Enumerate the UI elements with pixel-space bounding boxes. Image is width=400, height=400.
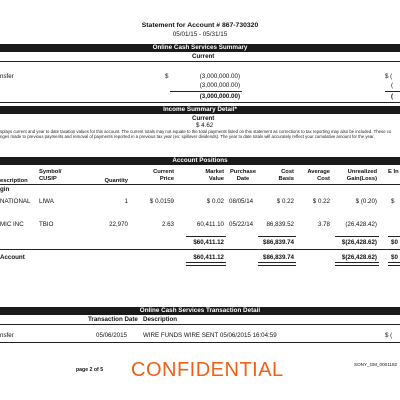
positions-total-cost: $86,839.74 (263, 254, 294, 261)
col-quantity: Quantity (104, 178, 128, 184)
position-description: NATIONAL (0, 198, 31, 205)
divider (170, 91, 242, 92)
col-average-cost: Average Cost (307, 169, 330, 182)
divider (0, 249, 400, 250)
col-price: Current Price (153, 169, 174, 182)
position-quantity: 1 (124, 198, 128, 205)
double-underline (186, 262, 226, 266)
position-market-value: 60,411.10 (196, 221, 224, 228)
transaction-description: WIRE FUNDS WIRE SENT 05/06/2015 16:04:59 (143, 332, 277, 339)
position-quantity: 22,970 (109, 221, 128, 228)
divider (335, 236, 379, 237)
positions-subtotal-extra: $0 (391, 239, 398, 246)
divider (0, 342, 400, 343)
position-cost-basis: 86,839.52 (266, 221, 294, 228)
positions-subtotal-gain: $(26,428.62) (341, 239, 377, 246)
double-underline (258, 262, 296, 266)
position-average-cost: 3.78 (317, 221, 330, 228)
cash-summary-right-total: ( (391, 93, 394, 100)
bates-number: SONY_GM_0001182 (354, 362, 398, 367)
divider (258, 236, 296, 237)
divider (0, 61, 400, 62)
positions-bar: Account Positions (0, 157, 400, 165)
col-description: escription (0, 178, 28, 184)
position-price: $ 0.0159 (149, 198, 174, 205)
positions-total-label: Account (0, 254, 25, 261)
position-market-value: $ 0.02 (206, 198, 224, 205)
position-group-label: gin (0, 186, 10, 193)
position-symbol: TBIO (39, 221, 54, 228)
divider (0, 102, 400, 103)
confidential-stamp: CONFIDENTIAL (131, 359, 284, 381)
cash-summary-right-value: ( (391, 82, 394, 89)
col-cost-basis: Cost Basis (278, 169, 294, 182)
positions-subtotal-cost: $86,839.74 (263, 239, 294, 246)
cash-summary-bar: Online Cash Services Summary (0, 44, 400, 52)
divider (385, 91, 400, 92)
page-number: page 2 of 5 (76, 367, 104, 373)
col-unrealized-gain: Unrealized Gain(Loss) (346, 169, 377, 182)
col-symbol: Symbol/ CUSIP (39, 169, 62, 182)
income-summary-bar: Income Summary Detail* (0, 106, 400, 114)
cash-summary-right-value: $ ( (385, 73, 393, 80)
cash-summary-currency: $ (165, 73, 169, 80)
col-extra: E In (388, 169, 399, 175)
transaction-row-label: nsfer (0, 332, 14, 339)
position-purchase-date: 08/05/14 (229, 198, 254, 205)
position-unrealized-gain: $ (0.20) (355, 198, 377, 205)
income-summary-note: splays current and year to date taxation values for this account. The current totals may not equate to the total payments listed on this statement as corrections to tax reporting may also be included. These co (0, 129, 392, 134)
position-extra: $ (391, 198, 395, 205)
cash-summary-row-label: nsfer (0, 73, 14, 80)
position-unrealized-gain: (26,428.42) (345, 221, 377, 228)
transactions-bar: Online Cash Services Transaction Detail (0, 307, 400, 315)
position-symbol: LIWA (39, 198, 54, 205)
cash-summary-current-header: Current (192, 53, 215, 60)
col-market-value: Market Value (205, 169, 224, 182)
divider (186, 236, 226, 237)
position-purchase-date: 05/22/14 (229, 221, 254, 228)
cash-summary-value: (3,000,000.00) (199, 82, 240, 89)
divider (0, 324, 400, 325)
position-cost-basis: $ 0.22 (276, 198, 294, 205)
income-summary-note: nges made to previous payments and removal of payments reported in a previous tax year (ex: spillover dividends). The year to date totals will accurately reflect your cumulative amount for the year. (0, 134, 375, 139)
divider (388, 236, 400, 237)
transaction-date: 05/06/2015 (96, 332, 127, 339)
divider (0, 184, 400, 185)
double-underline (335, 262, 379, 266)
statement-title: Statement for Account # 867-730320 (141, 22, 259, 29)
col-transaction-date: Transaction Date (88, 316, 138, 323)
double-underline (388, 262, 400, 266)
positions-total-extra: $0 (391, 254, 398, 261)
positions-total-gain: $(26,428.62) (341, 254, 377, 261)
col-transaction-description: Description (143, 316, 178, 323)
statement-period: 05/01/15 - 05/31/15 (172, 31, 228, 38)
transaction-amount: $ ( (385, 332, 393, 339)
positions-total-market: $60,411.12 (193, 254, 224, 261)
position-average-cost: $ 0.22 (312, 198, 330, 205)
positions-subtotal-market: $60,411.12 (193, 239, 224, 246)
col-purchase-date: Purchase Date (229, 169, 257, 182)
income-summary-current-header: Current (192, 115, 215, 122)
position-price: 2.63 (161, 221, 174, 228)
cash-summary-total: (3,000,000.00) (199, 93, 240, 100)
income-summary-value: $ 4.62 (196, 122, 214, 129)
position-description: MIC INC (0, 221, 24, 228)
cash-summary-value: (3,000,000.00) (199, 73, 240, 80)
